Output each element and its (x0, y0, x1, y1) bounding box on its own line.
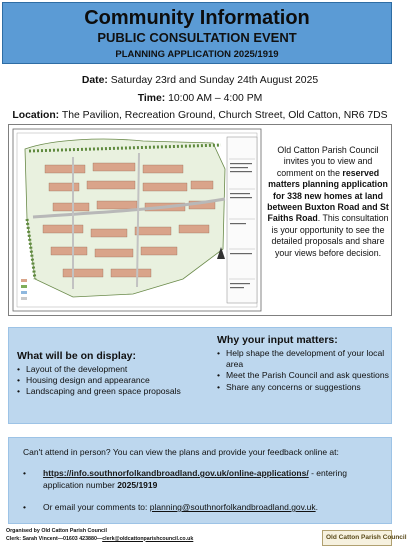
bullet-dot: • (23, 468, 26, 478)
list-item: • Share any concerns or suggestions (217, 382, 389, 393)
online-link-item (23, 468, 383, 491)
location-value: The Pavilion, Recreation Ground, Church Street, Old Catton, NR6 7DS (61, 110, 388, 121)
invitation-part2: . This consultation is your opportunity to see the detailed proposals and share your views before decision. (271, 213, 389, 258)
display-list (17, 364, 212, 398)
list-item: • Help shape the development of your local area (217, 348, 389, 370)
time-line (0, 92, 400, 105)
date-label: Date: (81, 75, 108, 86)
display-column (17, 350, 212, 398)
location-line (0, 109, 400, 122)
link-suffix: - entering application number (43, 468, 347, 490)
list-item: • Layout of the development (17, 364, 212, 375)
logo-text: Old Catton Parish Council (326, 534, 407, 541)
parish-council-logo (322, 530, 407, 546)
location-label: Location: (12, 110, 60, 121)
site-plan-panel (8, 124, 392, 316)
invitation-bold: reserved matters planning application for 338 new homes at land between Buxton Road and St Faiths Road (267, 167, 389, 224)
time-label: Time: (137, 93, 166, 104)
list-item: • Housing design and appearance (17, 375, 212, 386)
clerk-prefix: Clerk: Sarah Vincent—01603 423880— (6, 535, 103, 542)
display-title: What will be on display: (17, 350, 137, 362)
invitation-text (267, 145, 389, 259)
bullet-dot: • (23, 502, 26, 512)
clerk-email-link[interactable]: clerk@oldcattonparishcouncil.co.uk (102, 535, 194, 542)
why-list (217, 348, 389, 393)
list-item: • Landscaping and green space proposals (17, 386, 212, 397)
planning-email-link[interactable]: planning@southnorfolkandbroadland.gov.uk (149, 502, 316, 512)
applications-link[interactable]: https://info.southnorfolkandbroadland.gov.uk/online-applications/ (43, 468, 309, 478)
page-title: Community Information (84, 7, 310, 29)
online-intro: Can't attend in person? You can view the plans and provide your feedback online at: (23, 447, 339, 457)
site-plan-image (13, 129, 261, 311)
email-prefix: Or email your comments to: (43, 502, 150, 512)
why-title: Why your input matters: (217, 334, 338, 346)
application-number: PLANNING APPLICATION 2025/1919 (115, 49, 279, 60)
invitation-part1: Old Catton Parish Council invites you to view and comment on the (276, 145, 379, 178)
event-subtitle: PUBLIC CONSULTATION EVENT (97, 30, 297, 45)
date-value: Saturday 23rd and Sunday 24th August 2025 (110, 75, 319, 86)
email-suffix: . (315, 502, 318, 512)
footer (6, 528, 306, 543)
list-item: • Meet the Parish Council and ask questions (217, 370, 389, 381)
organiser-line: Organised by Old Catton Parish Council (6, 528, 107, 534)
online-panel (8, 437, 392, 524)
why-column (217, 334, 389, 393)
application-number-inline: 2025/1919 (117, 479, 158, 490)
header-banner (2, 2, 392, 64)
clerk-line (6, 536, 306, 544)
online-email-item (23, 502, 383, 514)
time-value: 10:00 AM – 4:00 PM (168, 93, 263, 104)
date-line (0, 74, 400, 87)
display-panel (8, 327, 392, 424)
